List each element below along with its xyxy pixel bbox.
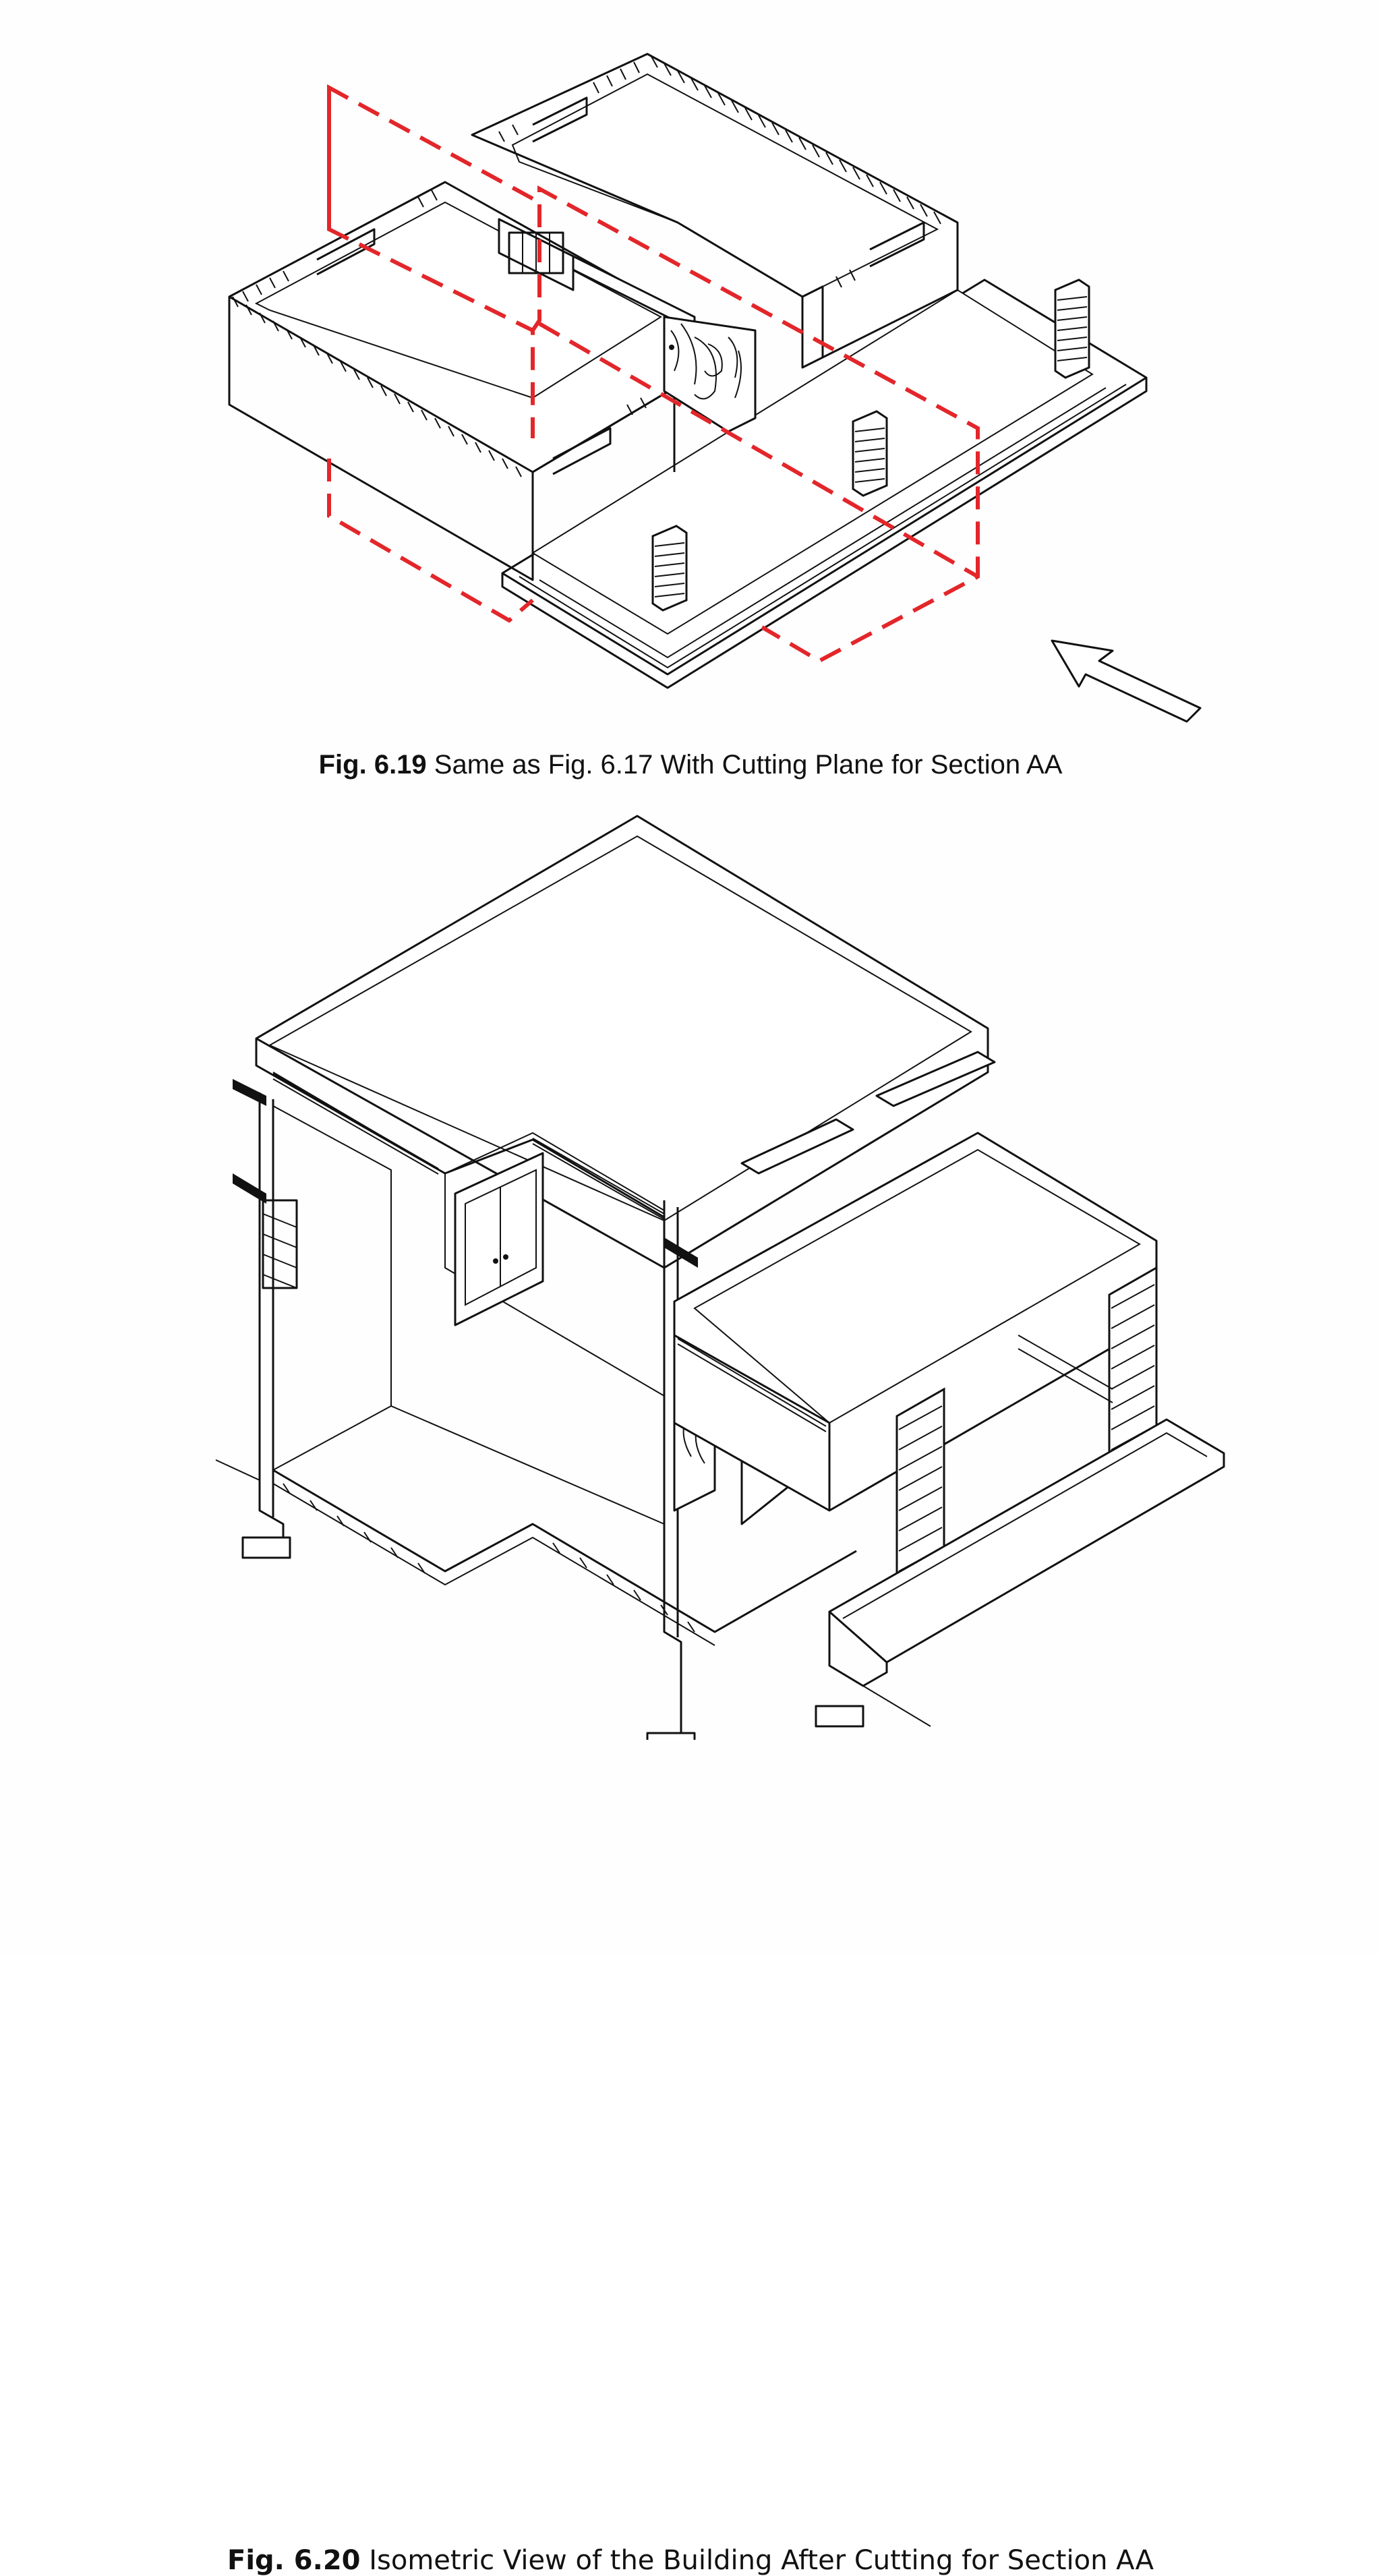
direction-arrow-icon <box>1052 641 1200 722</box>
figure-number: Fig. 6.20 <box>227 2545 361 2576</box>
figure-6-20 <box>0 796 1381 2576</box>
caption-text: Isometric View of the Building After Cutting for Section AA <box>369 2545 1154 2576</box>
figure-caption <box>0 2545 1381 2576</box>
sectioned-wall-left <box>216 1092 297 1558</box>
isometric-drawing-with-cutting-plane <box>0 0 1381 742</box>
figure-caption <box>0 750 1381 780</box>
caption-text: Same as Fig. 6.17 With Cutting Plane for Section AA <box>434 750 1063 780</box>
figure-6-19 <box>0 0 1381 780</box>
isometric-sectional-view <box>0 796 1381 1740</box>
figure-number: Fig. 6.19 <box>318 750 427 780</box>
